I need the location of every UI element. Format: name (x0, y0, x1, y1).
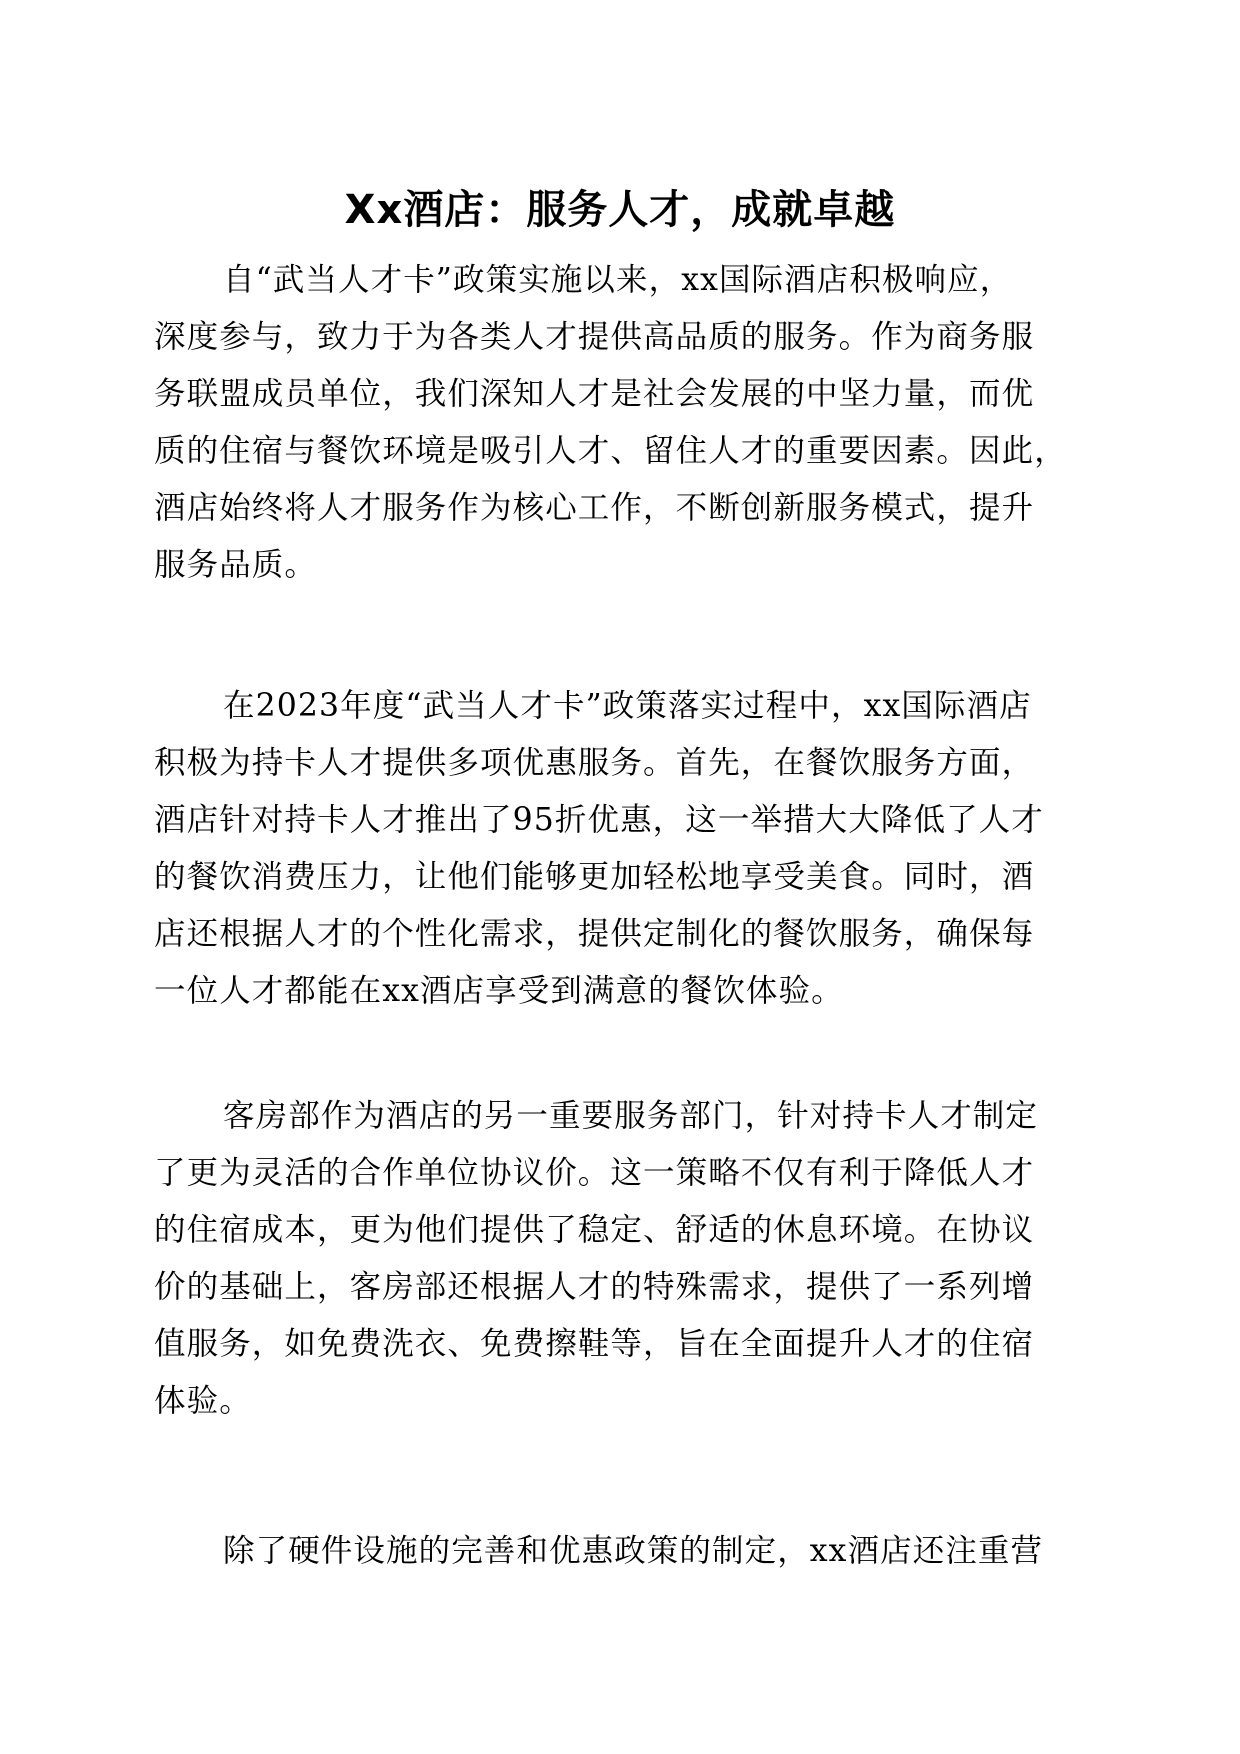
paragraph-1-line-4: 质的住宿与餐饮环境是吸引人才、留住人才的重要因素。因此， (154, 433, 1067, 469)
paragraph-1-line-1: 自“武当人才卡”政策实施以来，xx国际酒店积极响应， (223, 262, 1013, 298)
paragraph-1-line-6: 服务品质。 (154, 547, 318, 583)
paragraph-4-line-1: 除了硬件设施的完善和优惠政策的制定，xx酒店还注重营 (223, 1533, 1044, 1569)
paragraph-3-line-2: 了更为灵活的合作单位协议价。这一策略不仅有利于降低人才 (154, 1155, 1035, 1191)
paragraph-1-line-2: 深度参与，致力于为各类人才提供高品质的服务。作为商务服 (154, 319, 1035, 355)
paragraph-3-line-1: 客房部作为酒店的另一重要服务部门，针对持卡人才制定 (223, 1098, 1039, 1134)
paragraph-2-line-4: 的餐饮消费压力，让他们能够更加轻松地享受美食。同时，酒 (154, 859, 1035, 895)
paragraph-2-line-2: 积极为持卡人才提供多项优惠服务。首先，在餐饮服务方面， (154, 745, 1035, 781)
paragraph-2-line-5: 店还根据人才的个性化需求，提供定制化的餐饮服务，确保每 (154, 916, 1035, 952)
document-title: Xx酒店：服务人才，成就卓越 (344, 187, 896, 233)
paragraph-3-line-6: 体验。 (154, 1383, 252, 1419)
paragraph-1-line-3: 务联盟成员单位，我们深知人才是社会发展的中坚力量，而优 (154, 376, 1035, 412)
paragraph-1-line-5: 酒店始终将人才服务作为核心工作，不断创新服务模式，提升 (154, 490, 1035, 526)
paragraph-3-line-4: 价的基础上，客房部还根据人才的特殊需求，提供了一系列增 (154, 1269, 1035, 1305)
paragraph-2-line-6: 一位人才都能在xx酒店享受到满意的餐饮体验。 (154, 973, 844, 1009)
paragraph-3-line-5: 值服务，如免费洗衣、免费擦鞋等，旨在全面提升人才的住宿 (154, 1326, 1035, 1362)
paragraph-2-line-3: 酒店针对持卡人才推出了95折优惠，这一举措大大降低了人才 (154, 802, 1044, 838)
paragraph-3-line-3: 的住宿成本，更为他们提供了稳定、舒适的休息环境。在协议 (154, 1212, 1035, 1248)
paragraph-2-line-1: 在2023年度“武当人才卡”政策落实过程中，xx国际酒店 (223, 688, 1032, 724)
